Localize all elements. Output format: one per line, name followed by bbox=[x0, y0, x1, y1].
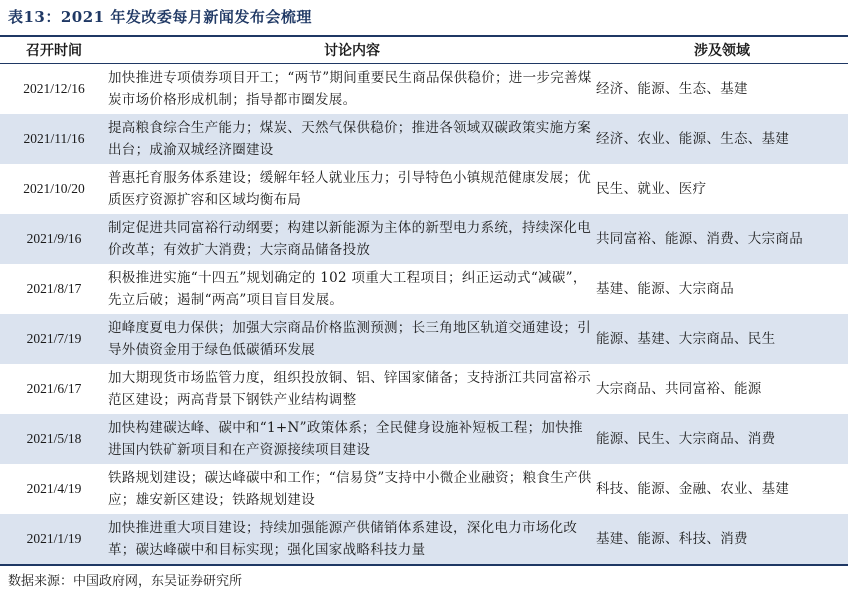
table-row bbox=[0, 264, 848, 314]
table-row bbox=[0, 114, 848, 164]
header-fields: 涉及领域 bbox=[596, 37, 848, 64]
table-row bbox=[0, 514, 848, 565]
header-content: 讨论内容 bbox=[108, 37, 596, 64]
source-note: 数据来源：中国政府网，东吴证券研究所 bbox=[8, 574, 243, 589]
table-row bbox=[0, 214, 848, 264]
row-date: 2021/12/16 bbox=[23, 81, 85, 96]
table-header-row bbox=[0, 37, 848, 64]
row-fields: 经济、农业、能源、生态、基建 bbox=[596, 114, 848, 164]
row-date: 2021/7/19 bbox=[0, 314, 108, 364]
row-content: 普惠托育服务体系建设；缓解年轻人就业压力；引导特色小镇规范健康发展；优质医疗资源扩容和区域均衡布局 bbox=[108, 170, 591, 208]
row-content: 制定促进共同富裕行动纲要；构建以新能源为主体的新型电力系统，持续深化电价改革；有效扩大消费；大宗商品储备投放 bbox=[108, 214, 596, 264]
row-fields: 基建、能源、大宗商品 bbox=[596, 281, 734, 297]
row-date: 2021/10/20 bbox=[23, 181, 85, 196]
row-date: 2021/4/19 bbox=[26, 481, 82, 496]
press-conference-table bbox=[0, 37, 848, 566]
row-content: 铁路规划建设；碳达峰碳中和工作；“信易贷”支持中小微企业融资；粮食生产供应；雄安新区建设；铁路规划建设 bbox=[108, 470, 592, 508]
header-date: 召开时间 bbox=[0, 37, 108, 64]
row-date: 2021/5/18 bbox=[0, 414, 108, 464]
row-content: 提高粮食综合生产能力；煤炭、天然气保供稳价；推进各领域双碳政策实施方案出台；成渝双城经济圈建设 bbox=[108, 114, 596, 164]
table-row bbox=[0, 64, 848, 115]
row-date: 2021/1/19 bbox=[0, 514, 108, 565]
row-content: 加快构建碳达峰、碳中和“1+N”政策体系；全民健身设施补短板工程；加快推进国内铁矿新项目和在产资源接续项目建设 bbox=[108, 414, 596, 464]
table-row bbox=[0, 414, 848, 464]
row-date: 2021/9/16 bbox=[0, 214, 108, 264]
row-date: 2021/8/17 bbox=[26, 281, 82, 296]
row-fields: 科技、能源、金融、农业、基建 bbox=[596, 481, 790, 497]
row-fields: 民生、就业、医疗 bbox=[596, 181, 707, 197]
row-fields: 能源、民生、大宗商品、消费 bbox=[596, 414, 848, 464]
row-date: 2021/11/16 bbox=[0, 114, 108, 164]
table-row bbox=[0, 314, 848, 364]
row-fields: 共同富裕、能源、消费、大宗商品 bbox=[596, 214, 848, 264]
row-content: 积极推进实施“十四五”规划确定的 102 项重大工程项目；纠正运动式“减碳”，先立后破；遏制“两高”项目盲目发展。 bbox=[108, 270, 587, 308]
row-fields: 大宗商品、共同富裕、能源 bbox=[596, 381, 762, 397]
row-fields: 能源、基建、大宗商品、民生 bbox=[596, 314, 848, 364]
row-content: 加快推进重大项目建设；持续加强能源产供储销体系建设，深化电力市场化改革；碳达峰碳中和目标实现；强化国家战略科技力量 bbox=[108, 514, 596, 565]
table-row bbox=[0, 164, 848, 214]
row-content: 加大期现货市场监管力度，组织投放铜、铝、锌国家储备；支持浙江共同富裕示范区建设；两高背景下钢铁产业结构调整 bbox=[108, 370, 591, 408]
table-row bbox=[0, 464, 848, 514]
row-content: 加快推进专项债券项目开工；“两节”期间重要民生商品保供稳价；进一步完善煤炭市场价格形成机制；指导都市圈发展。 bbox=[108, 70, 592, 108]
row-fields: 基建、能源、科技、消费 bbox=[596, 514, 848, 565]
table-row bbox=[0, 364, 848, 414]
table-title: 表13：2021 年发改委每月新闻发布会梳理 bbox=[8, 8, 312, 26]
row-date: 2021/6/17 bbox=[26, 381, 82, 396]
row-fields: 经济、能源、生态、基建 bbox=[596, 81, 748, 97]
row-content: 迎峰度夏电力保供；加强大宗商品价格监测预测；长三角地区轨道交通建设；引导外债资金用于绿色低碳循环发展 bbox=[108, 314, 596, 364]
